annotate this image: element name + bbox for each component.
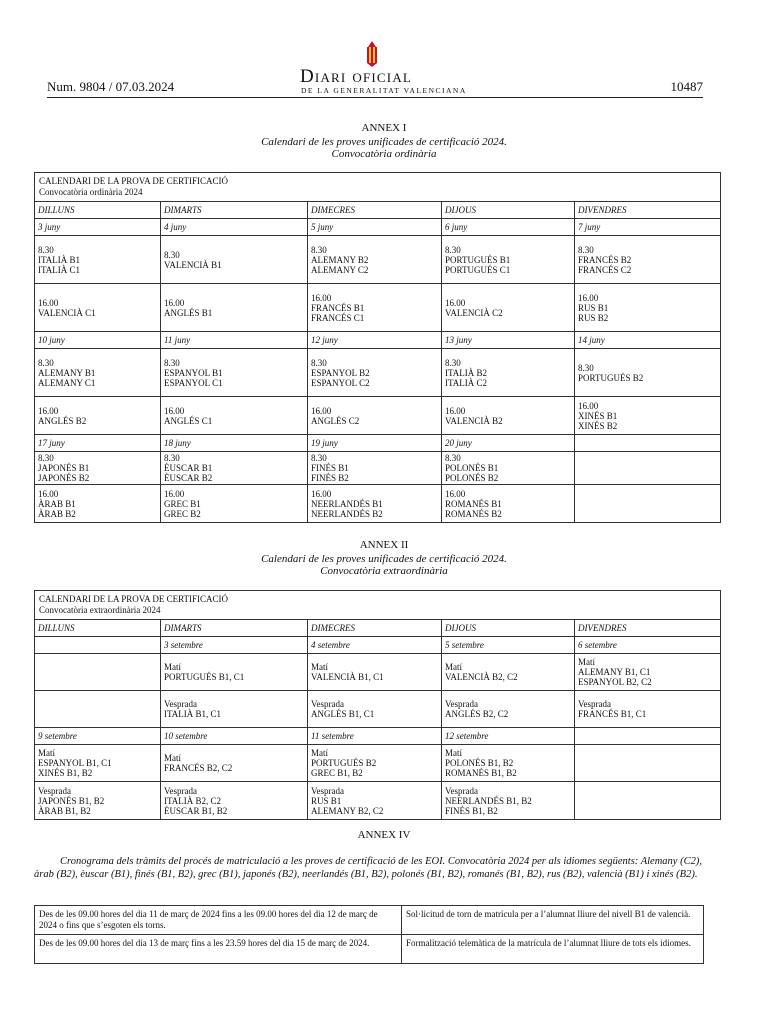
exam-line: ALEMANY B1 (38, 367, 96, 378)
exam-line: RUS B1 (578, 302, 609, 313)
exam-cell (575, 654, 721, 691)
exam-line: ANGLÉS C2 (311, 415, 360, 426)
exam-cell (442, 654, 575, 691)
exam-line: ÀRAB B2 (38, 508, 76, 519)
page-number: 10487 (670, 79, 703, 94)
annex2-subtitle2: Convocatòria extraordinària (320, 565, 448, 577)
exam-line: ESPANYOL C2 (311, 377, 370, 388)
annex1-subtitle1: Calendari de les proves unificades de certificació 2024. (261, 136, 507, 148)
exam-cell (308, 782, 442, 820)
weekday-header-row (35, 202, 721, 219)
exam-cell (575, 691, 721, 728)
exam-line: ESPANYOL C1 (164, 377, 223, 388)
exam-line: Matí (311, 748, 328, 758)
exam-cell (308, 284, 442, 332)
exam-line: FRANCÉS B2, C2 (164, 763, 233, 773)
exam-line: NEERLANDÉS B1 (311, 498, 383, 509)
exam-line: ESPANYOL B2 (311, 367, 370, 378)
date-cell: 18 juny (161, 435, 308, 452)
exam-cell (35, 691, 161, 728)
exam-cell (161, 691, 308, 728)
exam-cell (35, 782, 161, 820)
exam-line: Vesprada (164, 785, 197, 796)
header-rule (47, 97, 703, 98)
exam-line: FINÉS B1 (311, 463, 349, 473)
exam-line: GREC B1 (164, 498, 201, 509)
exam-cell (575, 782, 721, 820)
exam-line: JAPONÉS B2 (38, 473, 90, 483)
date-cell: 5 setembre (442, 637, 575, 654)
weekday-cell: DIJOUS (442, 202, 575, 219)
date-row (35, 435, 721, 452)
exam-line: VALENCIÀ B2 (445, 415, 503, 426)
exam-line: XINÉS B1, B2 (38, 768, 93, 778)
date-row (35, 332, 721, 349)
annex4-intro: Cronograma dels tràmits del procés de matriculació a les proves de certificació de les EOI. Convocatòria 2024 per als idiomes següents: Alemany (C2), àrab (B2), èuscar (B1), finés (B1, B2), grec (B1), japonés (B2), neerlandés (B1, B2), polonés (B1, B2), romanés (B1, B2), rus (B2), valencià (B1) i xinés (B2). (34, 856, 702, 880)
date-cell: 12 juny (308, 332, 442, 349)
generalitat-crest-icon (365, 41, 379, 67)
exam-line: 8.30 (578, 362, 594, 373)
exam-line: 8.30 (445, 453, 461, 463)
exam-line: NEERLANDÉS B1, B2 (445, 795, 532, 806)
exam-line: ANGLÉS C1 (164, 415, 213, 426)
date-cell: 10 juny (35, 332, 161, 349)
exam-line: 8.30 (311, 357, 327, 368)
exam-line: PORTUGUÉS C1 (445, 264, 511, 275)
date-cell: 13 juny (442, 332, 575, 349)
exam-line: VALENCIÀ B1, C1 (311, 672, 384, 682)
exam-line: 8.30 (38, 244, 54, 255)
exam-line: PORTUGUÉS B2 (578, 372, 644, 383)
exam-cell (442, 236, 575, 284)
date-cell: 3 juny (35, 219, 161, 236)
exam-line: Matí (445, 662, 462, 672)
caption-subtitle: Convocatòria extraordinària 2024 (39, 605, 161, 615)
annex2-subtitle1: Calendari de les proves unificades de certificació 2024. (261, 553, 507, 565)
exam-cell (442, 284, 575, 332)
exam-line: ANGLÉS B1 (164, 307, 213, 318)
exam-line: 16.00 (38, 405, 59, 416)
exam-line: 16.00 (311, 292, 332, 303)
annex2-calendar-table (34, 590, 721, 820)
exam-line: POLONÉS B1, B2 (445, 758, 514, 768)
exam-line: 8.30 (445, 357, 461, 368)
exam-line: 8.30 (164, 453, 180, 463)
page-header (47, 48, 703, 98)
exam-cell (442, 782, 575, 820)
exam-line: ESPANYOL B1 (164, 367, 223, 378)
exam-line: PORTUGUÉS B1 (445, 254, 511, 265)
date-cell: 6 juny (442, 219, 575, 236)
table-row (35, 935, 704, 964)
exam-line: FRANCÉS C2 (578, 264, 632, 275)
exam-line: XINÉS B1 (578, 410, 618, 421)
action-cell: Sol·licitud de torn de matrícula per a l’alumnat lliure del nivell B1 de valencià. (402, 906, 704, 935)
exam-line: ITALIÀ B1, C1 (164, 709, 222, 719)
exam-cell (308, 349, 442, 397)
exam-line: 16.00 (164, 405, 185, 416)
exam-line: Matí (38, 748, 55, 758)
exam-cell (161, 284, 308, 332)
exam-line: ITALIÀ B1 (38, 254, 81, 265)
date-row (35, 728, 721, 745)
date-cell: 11 juny (161, 332, 308, 349)
morning-row (35, 745, 721, 782)
date-cell: 11 setembre (308, 728, 442, 745)
exam-line: ALEMANY B2 (311, 254, 369, 265)
afternoon-row (35, 485, 721, 523)
exam-line: PORTUGUÉS B1, C1 (164, 672, 245, 682)
exam-cell (308, 485, 442, 523)
exam-cell (575, 745, 721, 782)
exam-cell (308, 745, 442, 782)
exam-line: 16.00 (164, 488, 185, 499)
exam-line: ITALIÀ C2 (445, 377, 488, 388)
morning-row (35, 236, 721, 284)
exam-line: Matí (311, 662, 328, 672)
caption-title: CALENDARI DE LA PROVA DE CERTIFICACIÓ (39, 594, 229, 604)
exam-line: 16.00 (38, 297, 59, 308)
exam-line: 8.30 (164, 249, 180, 260)
table-caption-row (35, 173, 721, 202)
exam-line: Vesprada (311, 699, 344, 709)
date-cell (575, 728, 721, 745)
exam-line: ÀRAB B1 (38, 498, 76, 509)
exam-cell (442, 397, 575, 435)
date-cell: 20 juny (442, 435, 575, 452)
exam-line: RUS B1 (311, 795, 342, 806)
annex1-label: ANNEX I (361, 122, 407, 134)
exam-cell (161, 236, 308, 284)
exam-line: FRANCÉS B1, C1 (578, 709, 647, 719)
exam-cell (308, 691, 442, 728)
exam-line: ÈUSCAR B1 (164, 463, 213, 473)
exam-line: Vesprada (164, 699, 197, 709)
exam-line: VALENCIÀ B2, C2 (445, 672, 518, 682)
exam-cell (308, 397, 442, 435)
date-cell (575, 435, 721, 452)
exam-cell (575, 452, 721, 485)
exam-line: VALENCIÀ C1 (38, 307, 96, 318)
table-row (35, 906, 704, 935)
exam-line: 8.30 (38, 357, 54, 368)
exam-line: FRANCÉS B2 (578, 254, 632, 265)
exam-line: ITALIÀ C1 (38, 264, 81, 275)
date-cell: 10 setembre (161, 728, 308, 745)
exam-line: JAPONÉS B1, B2 (38, 795, 105, 806)
exam-line: GREC B1, B2 (311, 768, 363, 778)
exam-cell (161, 349, 308, 397)
weekday-cell: DIJOUS (442, 620, 575, 637)
date-cell: 7 juny (575, 219, 721, 236)
exam-line: ALEMANY B2, C2 (311, 805, 384, 816)
exam-line: 16.00 (311, 405, 332, 416)
exam-line: POLONÉS B1 (445, 463, 499, 473)
afternoon-row (35, 782, 721, 820)
exam-line: ALEMANY B1, C1 (578, 667, 651, 677)
exam-line: 16.00 (578, 292, 599, 303)
exam-cell (35, 745, 161, 782)
exam-cell (308, 236, 442, 284)
exam-line: 8.30 (445, 244, 461, 255)
exam-line: 16.00 (164, 297, 185, 308)
exam-line: Vesprada (38, 785, 71, 796)
exam-line: Vesprada (445, 785, 478, 796)
weekday-cell: DIVENDRES (575, 202, 721, 219)
exam-line: 16.00 (445, 405, 466, 416)
exam-line: ROMANÉS B1, B2 (445, 768, 517, 778)
period-cell: Des de les 09.00 hores del dia 13 de març fins a les 23.59 hores del dia 15 de març de 2024. (35, 935, 402, 964)
exam-cell (35, 349, 161, 397)
date-cell (35, 637, 161, 654)
caption-title: CALENDARI DE LA PROVA DE CERTIFICACIÓ (39, 176, 229, 186)
caption-subtitle: Convocatòria ordinària 2024 (39, 187, 143, 197)
exam-line: 16.00 (445, 488, 466, 499)
exam-line: 16.00 (445, 297, 466, 308)
exam-line: FRANCÉS C1 (311, 312, 365, 323)
table-caption (35, 173, 721, 202)
exam-line: 16.00 (311, 488, 332, 499)
weekday-header-row (35, 620, 721, 637)
exam-cell (575, 397, 721, 435)
exam-line: POLONÉS B2 (445, 473, 499, 483)
exam-line: 8.30 (38, 453, 54, 463)
date-cell: 4 juny (161, 219, 308, 236)
exam-line: ESPANYOL B1, C1 (38, 758, 112, 768)
exam-cell (442, 485, 575, 523)
exam-line: ÈUSCAR B1, B2 (164, 805, 228, 816)
exam-line: ANGLÉS B2, C2 (445, 709, 509, 719)
exam-line: Matí (164, 753, 181, 763)
exam-cell (442, 745, 575, 782)
exam-line: Matí (578, 657, 595, 667)
morning-row (35, 349, 721, 397)
exam-line: Vesprada (578, 699, 611, 709)
date-cell: 6 setembre (575, 637, 721, 654)
date-row (35, 219, 721, 236)
exam-line: Matí (164, 662, 181, 672)
table-caption (35, 591, 721, 620)
enrolment-schedule-table (34, 905, 704, 964)
exam-line: PORTUGUÉS B2 (311, 758, 377, 768)
exam-cell (442, 349, 575, 397)
exam-line: Vesprada (311, 785, 344, 796)
exam-line: ÀRAB B1, B2 (38, 805, 91, 816)
annex4-label: ANNEX IV (357, 829, 411, 841)
exam-cell (575, 349, 721, 397)
weekday-cell: DIVENDRES (575, 620, 721, 637)
annex2-label: ANNEX II (359, 539, 409, 551)
exam-line: FINÉS B1, B2 (445, 805, 498, 816)
exam-cell (442, 452, 575, 485)
weekday-cell: DIMECRES (308, 620, 442, 637)
exam-line: ALEMANY C1 (38, 377, 96, 388)
journal-subtitle: DE LA GENERALITAT VALENCIANA (301, 86, 467, 95)
exam-line: ALEMANY C2 (311, 264, 369, 275)
exam-line: 16.00 (38, 488, 59, 499)
date-cell: 5 juny (308, 219, 442, 236)
exam-cell (35, 397, 161, 435)
exam-cell (161, 654, 308, 691)
exam-line: XINÉS B2 (578, 420, 618, 431)
exam-cell (35, 236, 161, 284)
afternoon-row (35, 397, 721, 435)
exam-line: ANGLÉS B1, C1 (311, 709, 375, 719)
exam-line: 8.30 (311, 453, 327, 463)
exam-line: FINÉS B2 (311, 473, 349, 483)
exam-line: JAPONÉS B1 (38, 463, 90, 473)
afternoon-row (35, 284, 721, 332)
exam-line: ESPANYOL B2, C2 (578, 677, 652, 687)
date-cell: 14 juny (575, 332, 721, 349)
afternoon-row (35, 691, 721, 728)
exam-cell (35, 284, 161, 332)
exam-line: Matí (445, 748, 462, 758)
exam-line: ITALIÀ B2 (445, 367, 488, 378)
date-row (35, 637, 721, 654)
exam-cell (308, 452, 442, 485)
exam-cell (161, 745, 308, 782)
exam-cell (35, 654, 161, 691)
morning-row (35, 654, 721, 691)
exam-line: VALENCIÀ C2 (445, 307, 503, 318)
exam-line: 8.30 (311, 244, 327, 255)
exam-line: FRANCÉS B1 (311, 302, 365, 313)
exam-line: 8.30 (164, 357, 180, 368)
exam-cell (161, 485, 308, 523)
date-cell: 4 setembre (308, 637, 442, 654)
date-cell: 17 juny (35, 435, 161, 452)
exam-cell (35, 485, 161, 523)
exam-cell (308, 654, 442, 691)
exam-line: RUS B2 (578, 312, 609, 323)
issue-number-date: Num. 9804 / 07.03.2024 (47, 79, 175, 94)
exam-line: ITALIÀ B2, C2 (164, 795, 222, 806)
journal-title: Diari oficial (300, 66, 413, 87)
date-cell: 3 setembre (161, 637, 308, 654)
weekday-cell: DIMARTS (161, 202, 308, 219)
exam-line: ÈUSCAR B2 (164, 473, 213, 483)
exam-cell (442, 691, 575, 728)
exam-cell (161, 782, 308, 820)
exam-cell (161, 397, 308, 435)
exam-line: Vesprada (445, 699, 478, 709)
date-cell: 9 setembre (35, 728, 161, 745)
exam-line: 8.30 (578, 244, 594, 255)
exam-line: ANGLÉS B2 (38, 415, 87, 426)
exam-cell (575, 284, 721, 332)
exam-cell (575, 485, 721, 523)
exam-line: GREC B2 (164, 508, 201, 519)
exam-cell (575, 236, 721, 284)
period-cell: Des de les 09.00 hores del dia 11 de març de 2024 fins a les 09.00 hores del dia 12 de març de 2024 o fins que s’esgoten els torns. (35, 906, 402, 935)
annex1-calendar-table (34, 172, 721, 523)
weekday-cell: DIMECRES (308, 202, 442, 219)
weekday-cell: DILLUNS (35, 620, 161, 637)
exam-line: ROMANÉS B2 (445, 508, 502, 519)
date-cell: 12 setembre (442, 728, 575, 745)
weekday-cell: DIMARTS (161, 620, 308, 637)
table-caption-row (35, 591, 721, 620)
annex1-subtitle2: Convocatòria ordinària (331, 148, 437, 160)
morning-row (35, 452, 721, 485)
exam-line: NEERLANDÉS B2 (311, 508, 383, 519)
exam-cell (161, 452, 308, 485)
exam-line: VALENCIÀ B1 (164, 259, 222, 270)
exam-line: ROMANÉS B1 (445, 498, 502, 509)
exam-cell (35, 452, 161, 485)
weekday-cell: DILLUNS (35, 202, 161, 219)
action-cell: Formalització telemàtica de la matrícula de l’alumnat lliure de tots els idiomes. (402, 935, 704, 964)
date-cell: 19 juny (308, 435, 442, 452)
exam-line: 16.00 (578, 400, 599, 411)
